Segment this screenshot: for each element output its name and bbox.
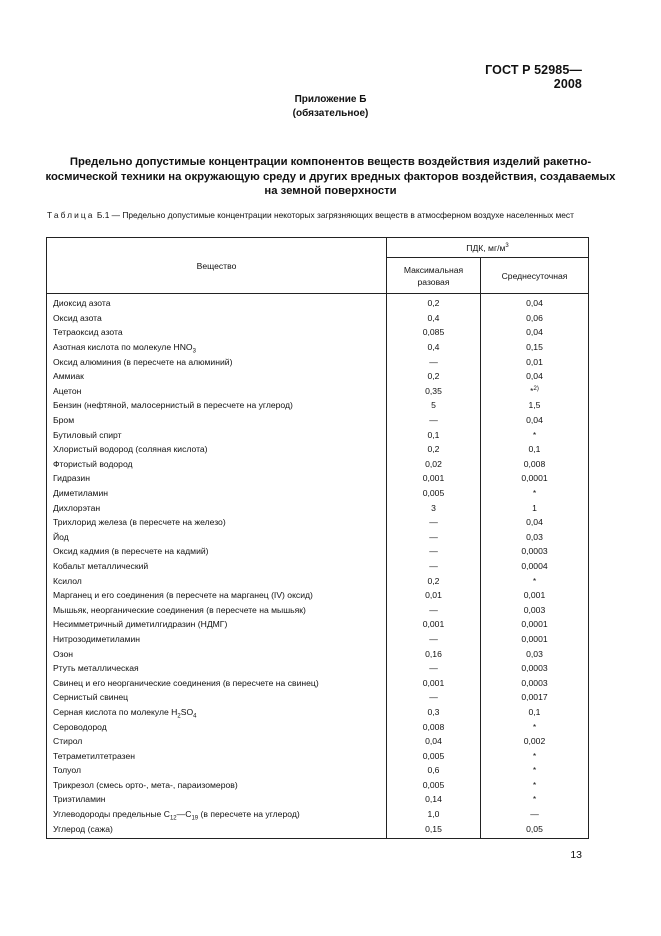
max-value [387,588,481,603]
cell-avg: 0,04 [526,298,543,309]
page-number: 13 [570,849,582,861]
cell-max: 0,15 [425,823,442,834]
cell-name: Ртуть металлическая [53,663,139,674]
table-row [47,690,589,705]
table-row [47,748,589,763]
cell-name: Сероводород [53,721,107,732]
avg-value [481,748,589,763]
avg-value [481,354,589,369]
substance-name [47,427,387,442]
cell-avg-sup: 2) [533,386,539,392]
substance-name [47,807,387,822]
cell-avg: 0,003 [523,604,546,615]
max-value [387,705,481,720]
max-value [387,530,481,545]
cell-max: 0,001 [422,473,445,484]
max-value [387,617,481,632]
max-value [387,369,481,384]
max-value [387,646,481,661]
substance-name [47,705,387,720]
max-value [387,413,481,428]
table-row [47,632,589,647]
avg-value [481,457,589,472]
cell-max: 0,16 [425,648,442,659]
table-row [47,398,589,413]
cell-avg: 0,001 [523,590,546,601]
cell-name: Свинец и его неорганические соединения (в пересчете на свинец) [53,677,319,688]
max-value [387,427,481,442]
avg-value [481,340,589,355]
cell-avg: 0,1 [528,444,541,455]
substance-name [47,325,387,340]
table-row [47,427,589,442]
table-row [47,354,589,369]
max-value [387,734,481,749]
cell-name: Сернистый свинец [53,692,129,703]
max-value [387,690,481,705]
table-row [47,500,589,515]
cell-avg: 0,15 [526,342,543,353]
substance-name [47,719,387,734]
cell-name: Несимметричный диметилгидразин (НДМГ) [53,619,228,630]
cell-avg: 1,5 [528,400,541,411]
max-value [387,398,481,413]
cell-sub: 3 [192,348,196,355]
cell-name: Стирол [53,736,83,747]
cell-avg: 0,008 [523,458,546,469]
cell-max: 1,0 [427,809,440,820]
avg-value [481,311,589,326]
cell-name-tail: —C [176,809,192,820]
max-value [387,559,481,574]
cell-max: 0,005 [422,779,445,790]
cell-name: Бензин (нефтяной, малосернистый в пересчете на углерод) [53,400,293,411]
cell-avg: 0,002 [523,736,546,747]
avg-value [481,427,589,442]
substance-name [47,471,387,486]
avg-value [481,719,589,734]
substance-name [47,763,387,778]
max-value [387,821,481,838]
max-value [387,515,481,530]
table-row [47,486,589,501]
table-row [47,530,589,545]
table-row [47,778,589,793]
max-value [387,632,481,647]
table-row [47,384,589,399]
cell-max: 0,02 [425,458,442,469]
max-value [387,748,481,763]
avg-value [481,646,589,661]
cell-name: Дихлорэтан [53,502,101,513]
max-value [387,311,481,326]
cell-max: 0,085 [422,327,445,338]
cell-name: Йод [53,531,69,542]
column-header-pdk [387,238,589,258]
cell-name: Ацетон [53,385,82,396]
cell-max: 0,2 [427,298,440,309]
cell-name: Диоксид азота [53,298,111,309]
cell-max: — [429,560,438,571]
cell-name: Кобальт металлический [53,560,149,571]
cell-max: — [429,604,438,615]
cell-avg: 0,04 [526,371,543,382]
cell-max: 3 [431,502,436,513]
cell-name: Хлористый водород (соляная кислота) [53,444,208,455]
cell-name: Тетраметилтетразен [53,750,136,761]
table-row [47,413,589,428]
table-row [47,471,589,486]
table-row [47,559,589,574]
table-row [47,602,589,617]
avg-value [481,325,589,340]
cell-avg: * [532,794,537,805]
cell-name: Углеводороды предельные C [53,809,170,820]
max-value [387,719,481,734]
table-row [47,325,589,340]
cell-avg: * [532,575,537,586]
cell-avg: * [532,429,537,440]
cell-name: Гидразин [53,473,90,484]
cell-max: 0,001 [422,619,445,630]
cell-max: 0,4 [427,342,440,353]
substance-name [47,734,387,749]
avg-value [481,573,589,588]
avg-value [481,500,589,515]
substance-name [47,500,387,515]
substance-name [47,661,387,676]
cell-name-tail: SO [180,706,194,717]
cell-max: 0,001 [422,677,445,688]
table-row [47,792,589,807]
substance-name [47,413,387,428]
avg-value [481,705,589,720]
substance-name [47,457,387,472]
max-value [387,471,481,486]
avg-value [481,294,589,311]
avg-value [481,398,589,413]
cell-name: Бутиловый спирт [53,429,122,440]
avg-value [481,515,589,530]
avg-value [481,661,589,676]
substance-name [47,748,387,763]
cell-max: — [429,531,438,542]
cell-avg: 0,03 [526,531,543,542]
cell-max: 0,04 [425,736,442,747]
substance-name [47,646,387,661]
avg-value [481,588,589,603]
table-row [47,573,589,588]
cell-name: Оксид кадмия (в пересчете на кадмий) [53,546,209,557]
table-row [47,544,589,559]
avg-value [481,792,589,807]
cell-max: 0,005 [422,750,445,761]
cell-name: Фтористый водород [53,458,133,469]
max-value [387,792,481,807]
cell-name: Нитрозодиметиламин [53,633,141,644]
substance-name [47,311,387,326]
substance-name [47,821,387,838]
table-row [47,369,589,384]
substance-name [47,792,387,807]
cell-avg: 0,0001 [521,633,548,644]
cell-name: Азотная кислота по молекуле HNO [53,342,193,353]
cell-avg: 0,0001 [521,473,548,484]
cell-avg: 0,1 [528,706,541,717]
table-row [47,705,589,720]
cell-sub: 2 [177,713,181,720]
cell-max: — [429,633,438,644]
cell-avg: * [532,721,537,732]
cell-name: Толуол [53,765,81,776]
avg-value [481,544,589,559]
cell-avg: * [530,385,534,396]
cell-max: 5 [431,400,436,411]
substance-name [47,617,387,632]
table-row [47,807,589,822]
avg-value [481,675,589,690]
max-value [387,457,481,472]
cell-max: — [429,663,438,674]
cell-max: — [429,415,438,426]
table-row [47,340,589,355]
table-row [47,719,589,734]
cell-name: Аммиак [53,371,84,382]
cell-max: — [429,546,438,557]
cell-sub2: 19 [191,815,199,822]
max-value [387,325,481,340]
avg-value [481,530,589,545]
max-value [387,500,481,515]
table-row [47,442,589,457]
max-value [387,486,481,501]
cell-max: 0,35 [425,385,442,396]
avg-value [481,559,589,574]
column-header-max: Максимальная разовая [387,258,481,294]
table-caption [47,209,587,222]
cell-name: Трихлорид железа (в пересчете на железо) [53,517,226,528]
avg-value [481,778,589,793]
cell-max: 0,4 [427,312,440,323]
avg-value [481,486,589,501]
table-row [47,763,589,778]
avg-value [481,369,589,384]
substance-name [47,398,387,413]
cell-name: Озон [53,648,74,659]
cell-name: Диметиламин [53,488,109,499]
cell-name-tail2: (в пересчете на углерод) [198,809,300,820]
annex-title: Приложение Б [294,94,367,105]
cell-avg: 1 [532,502,537,513]
table-caption-label: Таблица [47,210,95,220]
table-row [47,294,589,311]
substance-name [47,573,387,588]
cell-avg: — [530,809,539,820]
table-row [47,457,589,472]
document-code: ГОСТ Р 52985—2008 [485,63,582,91]
max-value [387,544,481,559]
cell-max: — [429,517,438,528]
cell-avg: 0,0003 [521,677,548,688]
cell-max: 0,1 [427,429,440,440]
substance-name [47,294,387,311]
substance-name [47,530,387,545]
cell-name: Оксид алюминия (в пересчете на алюминий) [53,356,233,367]
cell-max: 0,2 [427,371,440,382]
avg-value [481,384,589,399]
cell-name: Бром [53,415,75,426]
substance-name [47,486,387,501]
cell-avg: 0,04 [526,517,543,528]
substance-name [47,354,387,369]
column-header-pdk-sup: 3 [505,242,509,249]
cell-max: 0,008 [422,721,445,732]
avg-value [481,602,589,617]
table-row [47,661,589,676]
annex-heading [0,93,661,121]
column-header-substance: Вещество [47,238,387,294]
cell-max: — [429,356,438,367]
cell-avg: 0,04 [526,327,543,338]
cell-max: 0,005 [422,488,445,499]
avg-value [481,442,589,457]
cell-avg: * [532,488,537,499]
substance-name [47,690,387,705]
avg-value [481,471,589,486]
annex-status: (обязательное) [292,108,369,119]
max-value [387,763,481,778]
table-row [47,588,589,603]
max-value [387,807,481,822]
cell-sub: 12 [169,815,177,822]
cell-name: Серная кислота по молекуле H [53,706,178,717]
substance-name [47,544,387,559]
substance-name [47,515,387,530]
max-value [387,675,481,690]
max-value [387,384,481,399]
substance-name [47,602,387,617]
table-row [47,734,589,749]
avg-value [481,821,589,838]
cell-avg: 0,03 [526,648,543,659]
cell-max: — [429,692,438,703]
cell-max: 0,3 [427,706,440,717]
table-caption-text: Б.1 — Предельно допустимые концентрации некоторых загрязняющих веществ в атмосферном воздухе населенных мест [94,210,574,220]
cell-avg: * [532,779,537,790]
cell-name: Ксилол [53,575,82,586]
table-row [47,515,589,530]
substance-name [47,778,387,793]
main-title: Предельно допустимые концентрации компонентов веществ воздействия изделий ракетно-космической техники на окружающую среду и других вредных факторов воздействия, создаваемых на земной поверхности [45,156,616,197]
cell-avg: * [532,750,537,761]
cell-avg: * [532,765,537,776]
cell-name: Мышьяк, неорганические соединения (в пересчете на мышьяк) [53,604,306,615]
substance-name [47,559,387,574]
max-value [387,661,481,676]
avg-value [481,734,589,749]
cell-avg: 0,04 [526,415,543,426]
substance-name [47,442,387,457]
avg-value [481,690,589,705]
table-body [47,294,589,839]
substance-name [47,369,387,384]
substance-name [47,340,387,355]
substance-name [47,632,387,647]
pdk-table [46,237,589,839]
cell-name: Трикрезол (смесь орто-, мета-, параизомеров) [53,779,238,790]
table-row [47,311,589,326]
cell-avg: 0,06 [526,312,543,323]
cell-name: Триэтиламин [53,794,106,805]
max-value [387,778,481,793]
table-row [47,821,589,838]
avg-value [481,763,589,778]
cell-name: Марганец и его соединения (в пересчете на марганец (IV) оксид) [53,590,313,601]
avg-value [481,413,589,428]
avg-value [481,807,589,822]
table-row [47,617,589,632]
avg-value [481,632,589,647]
max-value [387,340,481,355]
cell-avg: 0,05 [526,823,543,834]
max-value [387,602,481,617]
cell-name: Оксид азота [53,312,102,323]
cell-max: 0,01 [425,590,442,601]
cell-avg: 0,0003 [521,546,548,557]
max-value [387,442,481,457]
avg-value [481,617,589,632]
max-value [387,354,481,369]
max-value [387,294,481,311]
column-header-avg: Среднесуточная [481,258,589,294]
cell-max: 0,14 [425,794,442,805]
cell-max: 0,2 [427,444,440,455]
cell-name: Углерод (сажа) [53,823,113,834]
substance-name [47,675,387,690]
cell-max: 0,2 [427,575,440,586]
cell-name: Тетраоксид азота [53,327,123,338]
table-row [47,675,589,690]
cell-sub2: 4 [193,713,197,720]
cell-avg: 0,0003 [521,663,548,674]
max-value [387,573,481,588]
table-row [47,646,589,661]
cell-avg: 0,01 [526,356,543,367]
column-header-pdk-text: ПДК, мг/м [466,242,506,253]
cell-avg: 0,0017 [521,692,548,703]
substance-name [47,384,387,399]
cell-max: 0,6 [427,765,440,776]
substance-name [47,588,387,603]
cell-avg: 0,0001 [521,619,548,630]
cell-avg: 0,0004 [521,560,548,571]
